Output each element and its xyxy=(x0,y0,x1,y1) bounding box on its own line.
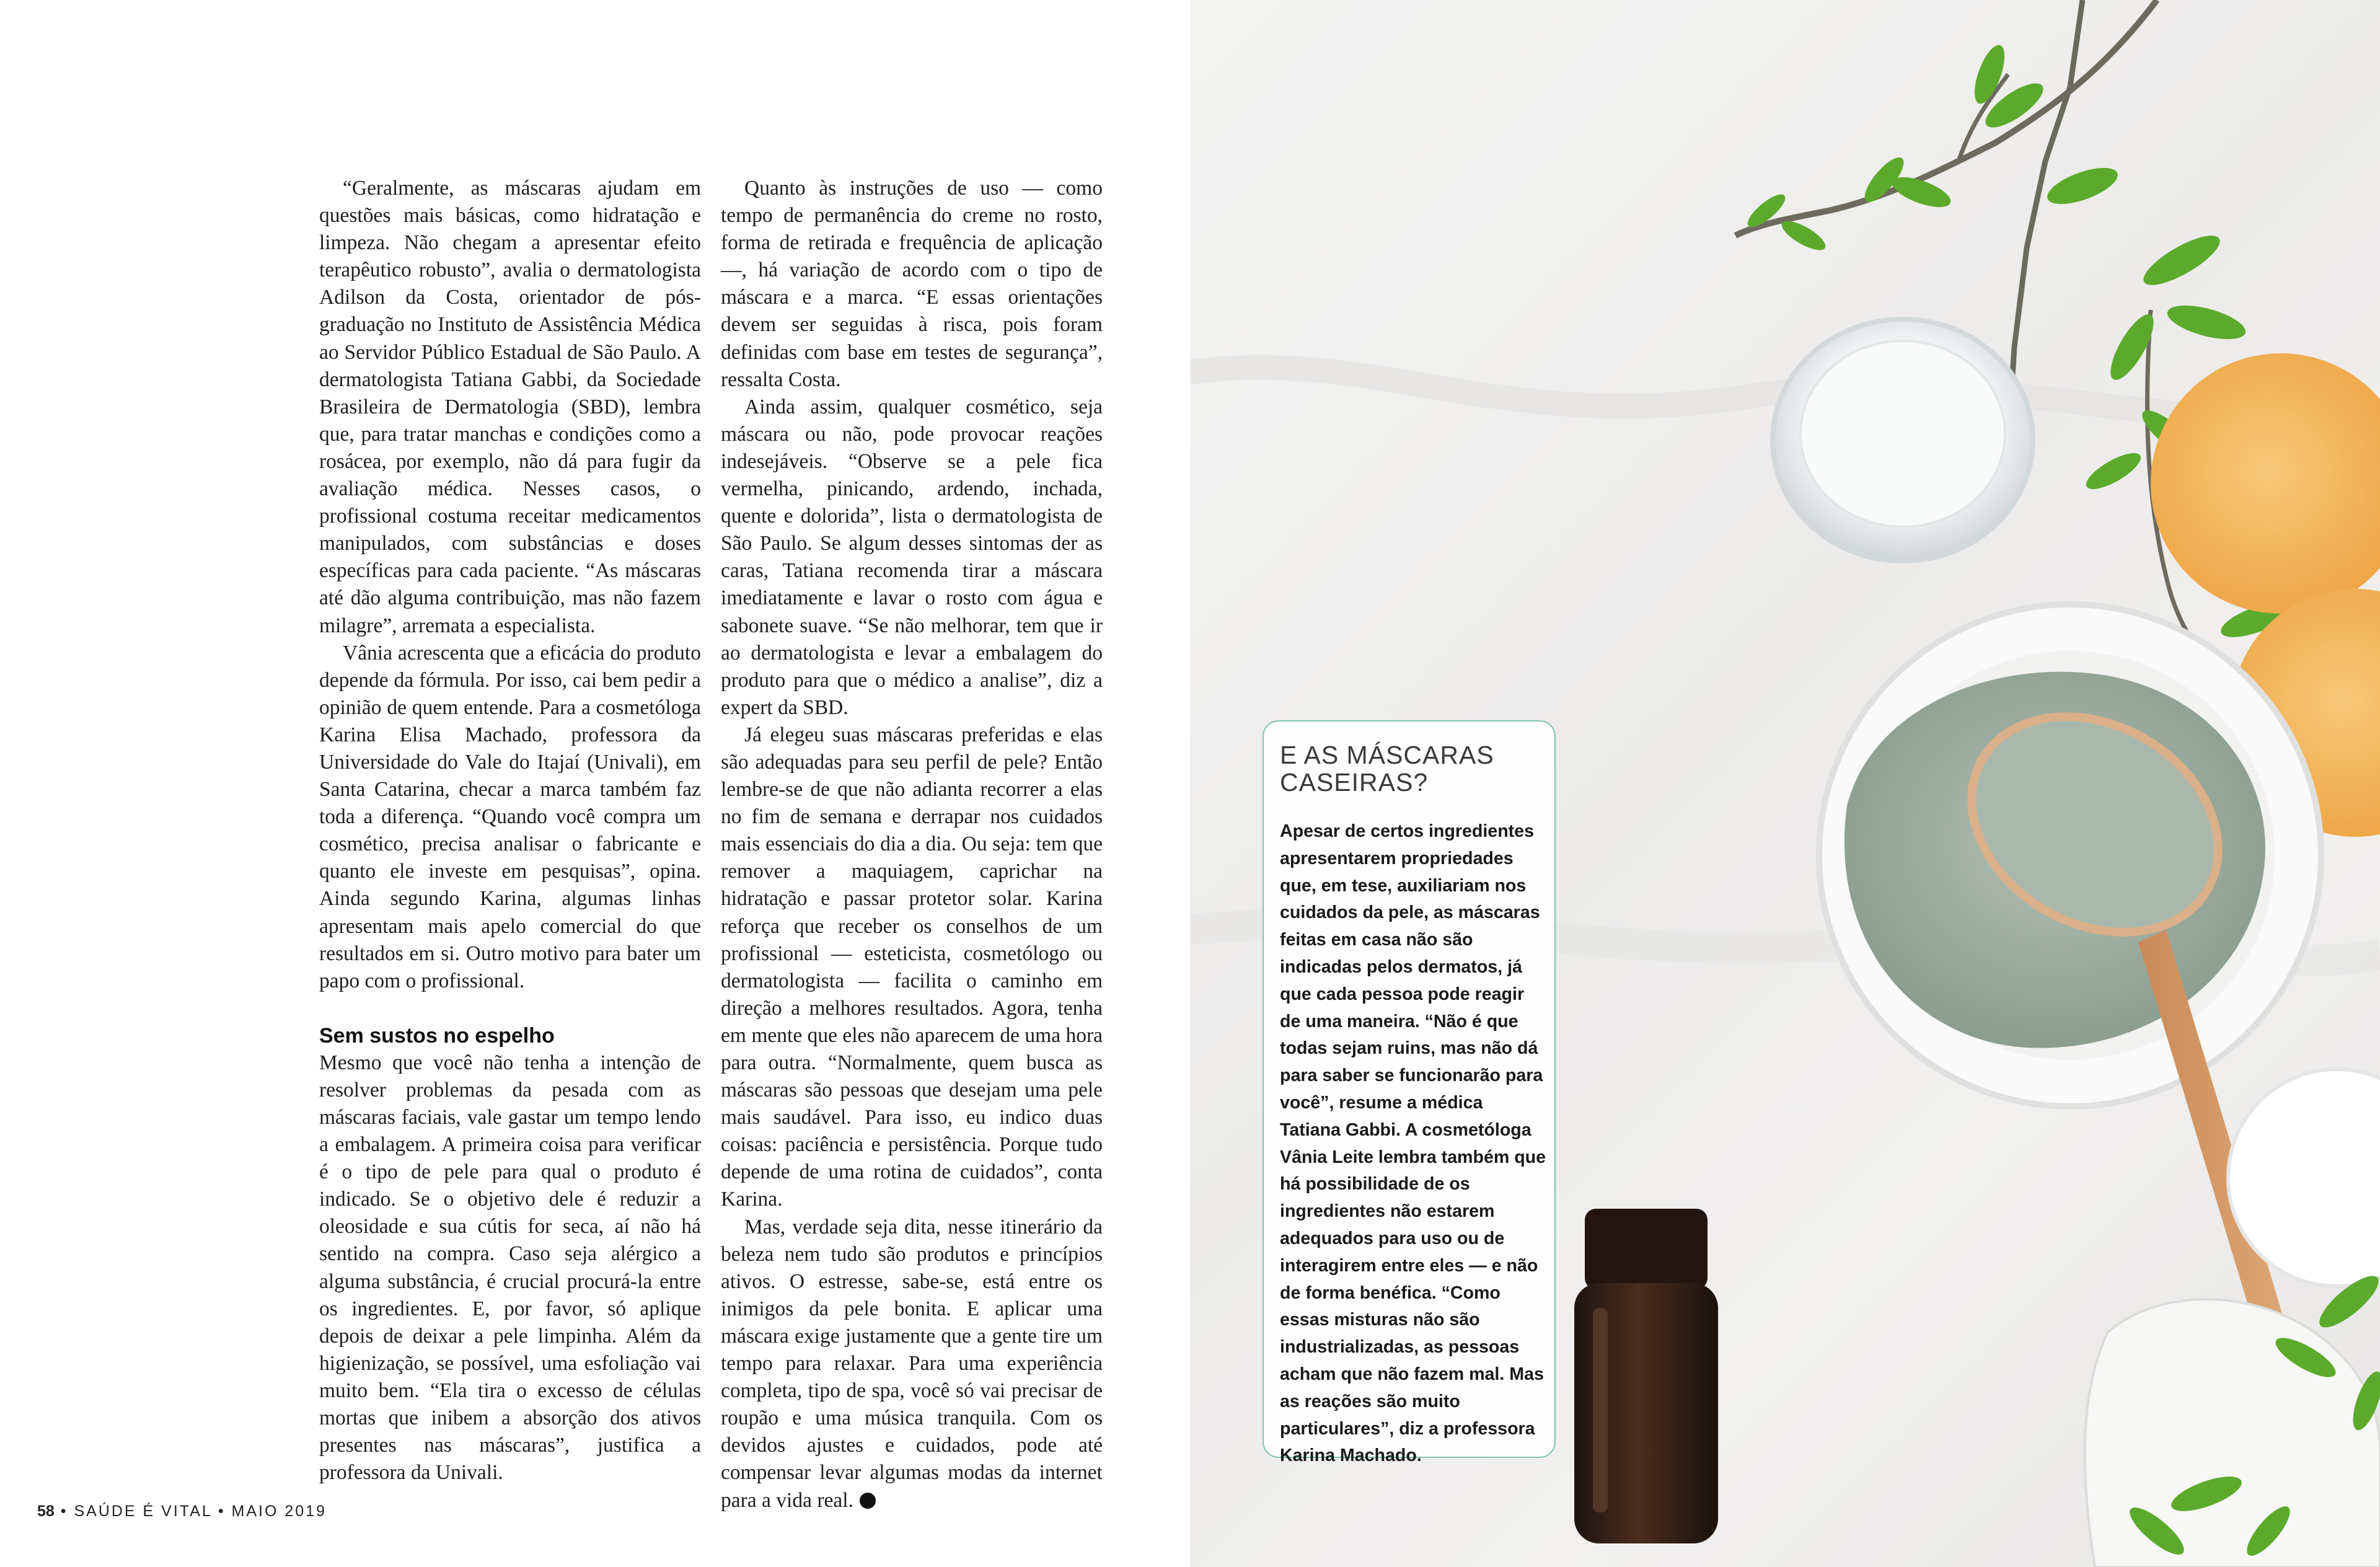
article-column-1 xyxy=(319,175,701,1486)
sidebar-title: E AS MÁSCARAS CASEIRAS? xyxy=(1280,741,1494,797)
sidebar-body: Apesar de certos ingredientes apresentarem propriedades que, em tese, auxiliariam nos cuidados da pele, as máscaras feitas em casa não são indicadas pelos dermatos, já que cada pessoa pode reagir de uma maneira. “Não é que todas sejam ruins, mas não dá para saber se funcionarão para você”, resume a médica Tatiana Gabbi. A cosmetóloga Vânia Leite lembra também que há possibilidade de os ingredientes não estarem adequados para uso ou de interagirem entre eles — e não de forma benéfica. “Como essas misturas não são industrializadas, as pessoas acham que não fazem mal. Mas as reações são muito particulares”, diz a professora Karina Machado. xyxy=(1280,821,1546,1466)
paragraph-final xyxy=(721,1214,1103,1514)
footer-separator: • xyxy=(218,1503,232,1520)
towel xyxy=(2085,1299,2380,1567)
sponge xyxy=(2151,353,2380,614)
paragraph: “Geralmente, as máscaras ajudam em questões mais básicas, como hidratação e limpeza. Não chegam a apresentar efeito terapêutico robusto”, avalia o dermatologista Adilson da Costa, orientador de pós-graduação no Instituto de Assistência Médica ao Servidor Público Estadual de São Paulo. A dermatologista Tatiana Gabbi, da Sociedade Brasileira de Dermatologia (SBD), lembra que, para tratar manchas e condições como a rosácea, por exemplo, não dá para fugir da avaliação médica. Nesses casos, o profissional costuma receitar medicamentos manipulados, com substâncias e doses específicas para cada paciente. “As máscaras até dão alguma contribuição, mas não fazem milagre”, arremata a especialista. xyxy=(319,177,701,637)
paragraph: Quanto às instruções de uso — como tempo de permanência do creme no rosto, forma de retirada e frequência de aplicação —, há variação de acordo com o tipo de máscara e a marca. “E essas orientações devem ser seguidas à risca, pois foram definidas com base em testes de segurança”, ressalta Costa. xyxy=(721,177,1103,391)
jar-cream xyxy=(1800,341,2005,527)
bottle-highlight xyxy=(1593,1308,1608,1512)
bottle-cap xyxy=(1585,1209,1708,1289)
sidebar-box xyxy=(1263,720,1556,1466)
magazine-name: SAÚDE É VITAL xyxy=(74,1503,212,1520)
branch xyxy=(2008,0,2082,446)
end-of-article-icon xyxy=(860,1493,876,1509)
paragraph: Já elegeu suas máscaras preferidas e elas são adequadas para seu perfil de pele? Então lembre-se de que não adianta recorrer a elas no fim de semana e derrapar nos cuidados mais essenciais do dia a dia. Ou seja: tem que remover a maquiagem, caprichar na hidratação e passar protetor solar. Karina reforça que receber os conselhos de um profissional — esteticista, cosmetólogo ou dermatologista — facilita o caminho em direção a melhores resultados. Agora, tenha em mente que eles não aparecem de uma hora para outra. “Normalmente, quem busca as máscaras são pessoas que desejam uma pele mais saudável. Para isso, eu indico duas coisas: paciência e persistência. Porque tudo depende de uma rotina de cuidados”, conta Karina. xyxy=(721,723,1103,1211)
footer-separator: • xyxy=(60,1503,74,1520)
page-footer xyxy=(37,1503,327,1521)
issue-date: MAIO 2019 xyxy=(231,1503,327,1520)
paragraph: Mesmo que você não tenha a intenção de resolver problemas da pesada com as máscaras faciais, vale gastar um tempo lendo a embalagem. A primeira coisa para verificar é o tipo de pele para qual o produto é indicado. Se o objetivo dele é reduzir a oleosidade e sua cútis for seca, aí não há sentido na compra. Caso seja alérgico a alguma substância, é crucial procurá-la entre os ingredientes. E, por favor, só aplique depois de deixar a pele limpinha. Além da higienização, se possível, uma esfoliação vai muito bem. “Ela tira o excesso de células mortas que inibem a absorção dos ativos presentes nas máscaras”, justifica a professora da Univali. xyxy=(319,1051,701,1485)
paragraph-final-text: Mas, verdade seja dita, nesse itinerário da beleza nem tudo são produtos e princípios ativos. O estresse, sabe-se, está entre os inimigos da pele bonita. E aplicar uma máscara exige justamente que a gente tire um tempo para relaxar. Para uma experiência completa, tipo de spa, você só vai precisar de roupão e uma música tranquila. Com os devidos ajustes e cuidados, pode até compensar levar algumas modas da internet para a vida real. xyxy=(721,1215,1103,1512)
page-number: 58 xyxy=(37,1503,55,1520)
section-subheading: Sem sustos no espelho xyxy=(319,1023,555,1048)
paragraph: Ainda assim, qualquer cosmético, seja máscara ou não, pode provocar reações indesejáveis. “Observe se a pele fica vermelha, pinicando, ardendo, inchada, quente e dolorida”, lista o dermatologista de São Paulo. Se algum desses sintomas der as caras, Tatiana recomenda tirar a máscara imediatamente e lavar o rosto com água e sabonete suave. “Se não melhorar, tem que ir ao dermatologista e levar a embalagem do produto para que o médico a analise”, diz a expert da SBD. xyxy=(721,395,1103,719)
article-column-2 xyxy=(721,175,1103,1514)
paragraph: Vânia acrescenta que a eficácia do produto depende da fórmula. Por isso, cai bem pedir a opinião de quem entende. Para a cosmetóloga Karina Elisa Machado, professora da Universidade do Vale do Itajaí (Univali), em Santa Catarina, checar a marca também faz toda a diferença. “Quando você compra um cosmético, precisa analisar o fabricante e quanto ele investe em pesquisas”, opina. Ainda segundo Karina, algumas linhas apresentam mais apelo comercial do que resultados em si. Outro motivo para bater um papo com o profissional. xyxy=(319,641,701,992)
